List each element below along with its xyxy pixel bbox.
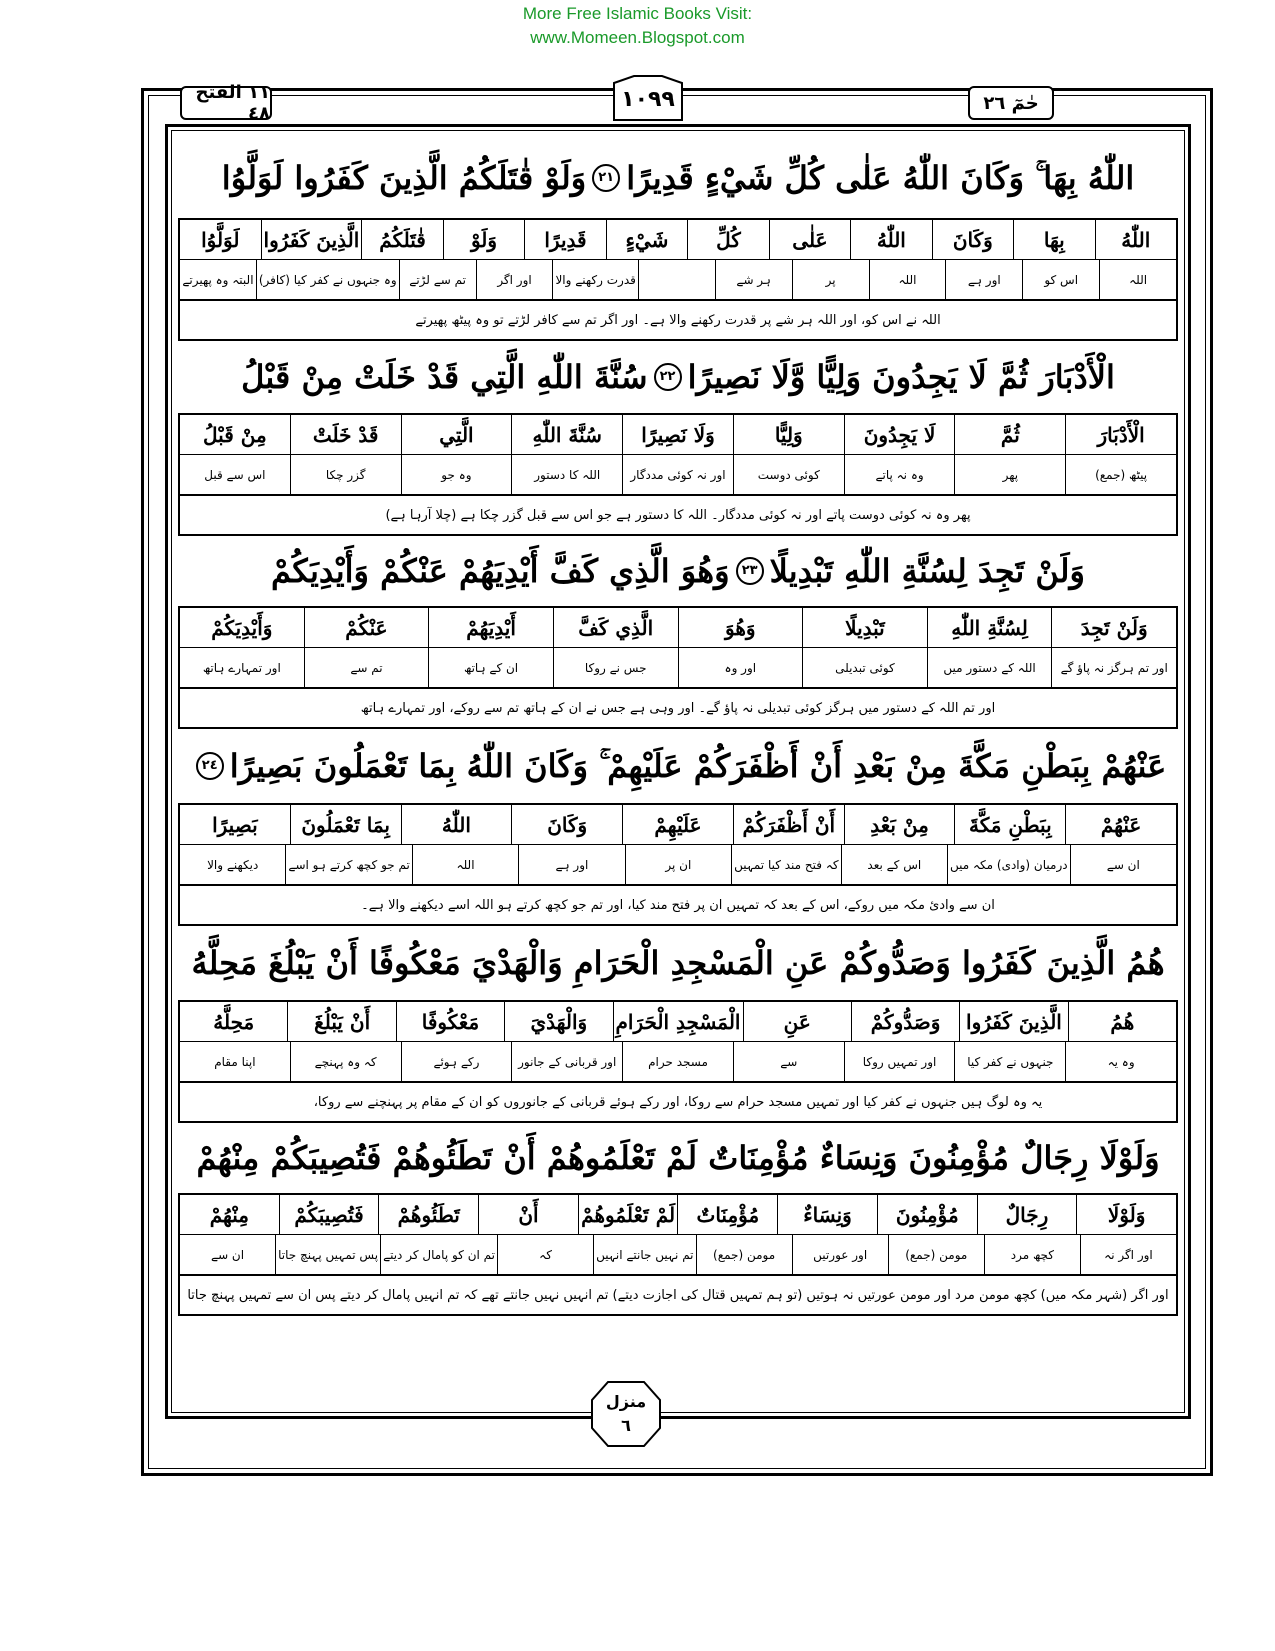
urdu-meaning-cell: اور اگر	[476, 260, 553, 299]
arabic-word-cell: وَنِسَاءٌ	[777, 1195, 877, 1234]
urdu-meaning-cell: اس سے قبل	[204, 467, 266, 482]
arabic-word-cell: مِنْ قَبْلُ	[203, 422, 267, 447]
ayah-line	[178, 1123, 1178, 1193]
verse-block	[178, 138, 1178, 341]
arabic-word-cell: وَلَوْلَا	[1076, 1195, 1176, 1234]
ayah-line	[178, 138, 1178, 218]
urdu-meaning-cell: ان سے	[1070, 845, 1176, 884]
urdu-meaning-cell: پیٹھ (جمع)	[1065, 455, 1176, 494]
ayah-number-marker: ٢١	[592, 164, 620, 192]
urdu-meanings-row	[180, 1234, 1176, 1274]
urdu-meaning-cell: پس تمہیں پہنچ جاتا	[275, 1235, 380, 1274]
arabic-word-cell: قَدِيرًا	[524, 220, 605, 259]
arabic-word-cell: بِمَا تَعْمَلُونَ	[290, 805, 401, 844]
urdu-meaning-cell: گزر چکا	[290, 455, 401, 494]
promo-line-1: More Free Islamic Books Visit:	[522, 4, 753, 23]
arabic-word-cell: أَنْ يَبْلُغَ	[287, 1002, 395, 1041]
word-by-word-table	[178, 218, 1178, 301]
urdu-meaning-cell: اس کو	[1022, 260, 1099, 299]
arabic-word-cell: فَتُصِيبَكُمْ	[279, 1195, 379, 1234]
urdu-meaning-cell: پھر	[954, 455, 1065, 494]
arabic-word-cell: وَلِيًّا	[733, 415, 844, 454]
arabic-word-cell: وَأَيْدِيَكُمْ	[211, 615, 273, 640]
arabic-word-cell: لَوَلَّوُا	[201, 227, 240, 252]
arabic-word-cell: بَصِيرًا	[212, 812, 258, 837]
arabic-word-cell: رِجَالٌ	[977, 1195, 1077, 1234]
urdu-meaning-cell: کہ فتح مند کیا تمہیں	[731, 845, 841, 884]
arabic-word-cell: أَنْ	[478, 1195, 578, 1234]
urdu-meaning-cell	[638, 260, 715, 299]
page-number-badge	[604, 75, 692, 121]
arabic-word-cell: بِهَا	[1013, 220, 1094, 259]
ayah-text-continued: وَهُوَ الَّذِي كَفَّ أَيْدِيَهُمْ عَنْكُمْ وَأَيْدِيَكُمْ	[271, 552, 730, 590]
urdu-meaning-cell: اللہ	[412, 845, 518, 884]
arabic-word-cell: مَعْكُوفًا	[396, 1002, 504, 1041]
ayah-text-continued: سُنَّةَ اللّٰهِ الَّتِي قَدْ خَلَتْ مِنْ قَبْلُ	[241, 358, 648, 396]
arabic-word-cell: الَّذِينَ كَفَرُوا	[261, 220, 362, 259]
arabic-word-cell: وَلَا نَصِيرًا	[622, 415, 733, 454]
urdu-meanings-row	[180, 647, 1176, 687]
arabic-word-cell: شَيْءٍ	[606, 220, 687, 259]
arabic-word-cell: اللّٰهُ	[850, 220, 931, 259]
arabic-word-cell: الَّذِينَ كَفَرُوا	[959, 1002, 1067, 1041]
arabic-words-row	[180, 1195, 1176, 1234]
arabic-word-cell: لِسُنَّةِ اللّٰهِ	[927, 608, 1052, 647]
ayah-line	[178, 536, 1178, 606]
ayah-text: وَلَوْلَا رِجَالٌ مُؤْمِنُونَ وَنِسَاءٌ مُؤْمِنَاتٌ لَمْ تَعْلَمُوهُمْ أَنْ تَطَئُوهُمْ فَتُصِيبَكُمْ مِنْهُمْ	[196, 1139, 1160, 1177]
urdu-translation-line: اللہ نے اس کو، اور اللہ ہر شے پر قدرت رکھنے والا ہے۔ اور اگر تم سے کافر لڑتے تو وہ پیٹھ پھیرتے	[178, 301, 1178, 341]
arabic-word-cell: لَمْ تَعْلَمُوهُمْ	[578, 1195, 678, 1234]
promo-line-2[interactable]: www.Momeen.Blogspot.com	[530, 28, 745, 47]
urdu-meaning-cell: اپنا مقام	[214, 1054, 256, 1069]
arabic-word-cell: وَلَوْ	[443, 220, 524, 259]
urdu-meaning-cell: اللہ	[1099, 260, 1176, 299]
arabic-word-cell: الْمَسْجِدِ الْحَرَامِ	[613, 1002, 743, 1041]
ayah-line	[178, 729, 1178, 803]
arabic-word-cell: قٰتَلَكُمُ	[361, 220, 442, 259]
arabic-word-cell: أَيْدِيَهُمْ	[428, 608, 553, 647]
ayah-text: وَلَنْ تَجِدَ لِسُنَّةِ اللّٰهِ تَبْدِيلًا	[769, 552, 1085, 590]
urdu-meaning-cell: اور ہے	[945, 260, 1022, 299]
ayah-line	[178, 926, 1178, 1000]
arabic-word-cell: وَصَدُّوكُمْ	[851, 1002, 959, 1041]
urdu-meaning-cell: اور قربانی کے جانور	[511, 1042, 622, 1081]
urdu-meaning-cell: وہ نہ پاتے	[844, 455, 955, 494]
arabic-word-cell: عَلٰى	[769, 220, 850, 259]
urdu-translation-line: یہ وہ لوگ ہیں جنہوں نے کفر کیا اور تمہیں مسجد حرام سے روکا، اور رکے ہوئے قربانی کے جانوروں کو ان کے مقام پر پہنچنے سے روکا،	[178, 1083, 1178, 1123]
arabic-word-cell: بِبَطْنِ مَكَّةَ	[954, 805, 1065, 844]
urdu-meaning-cell: اس کے بعد	[841, 845, 947, 884]
word-by-word-table	[178, 803, 1178, 886]
urdu-meaning-cell: کوئی دوست	[733, 455, 844, 494]
urdu-meaning-cell: وہ جنہوں نے کفر کیا (کافر)	[256, 260, 399, 299]
surah-label-left: ١١ الفتح ٤٨	[180, 86, 272, 120]
arabic-word-cell: تَبْدِيلًا	[802, 608, 927, 647]
urdu-meanings-row	[180, 1041, 1176, 1081]
arabic-word-cell: لَا يَجِدُونَ	[844, 415, 955, 454]
urdu-meaning-cell: کہ وہ پہنچے	[290, 1042, 401, 1081]
urdu-meaning-cell: درمیان (وادی) مکہ میں	[947, 845, 1070, 884]
verse-block	[178, 926, 1178, 1123]
ayah-text: اللّٰهُ بِهَا ۚ وَكَانَ اللّٰهُ عَلٰى كُلِّ شَيْءٍ قَدِيرًا	[626, 158, 1135, 197]
urdu-meanings-row	[180, 844, 1176, 884]
ayah-text: الْأَدْبَارَ ثُمَّ لَا يَجِدُونَ وَلِيًّا وَّلَا نَصِيرًا	[687, 358, 1115, 396]
arabic-word-cell: كُلِّ	[687, 220, 768, 259]
arabic-word-cell: عَنْهُمْ	[1065, 805, 1176, 844]
urdu-meaning-cell: اللہ کے دستور میں	[927, 648, 1052, 687]
arabic-words-row	[180, 1002, 1176, 1041]
arabic-word-cell: سُنَّةَ اللّٰهِ	[511, 415, 622, 454]
urdu-meanings-row	[180, 259, 1176, 299]
urdu-meaning-cell: تم سے	[304, 648, 429, 687]
urdu-meaning-cell: اور عورتیں	[792, 1235, 888, 1274]
verse-block	[178, 1123, 1178, 1316]
urdu-meaning-cell: وہ یہ	[1065, 1042, 1176, 1081]
word-by-word-table	[178, 1000, 1178, 1083]
arabic-word-cell: اللّٰهُ	[401, 805, 512, 844]
arabic-word-cell: عَلَيْهِمْ	[622, 805, 733, 844]
urdu-meaning-cell: اور اگر نہ	[1080, 1235, 1176, 1274]
manzil-label: منزل	[605, 1392, 647, 1411]
urdu-meaning-cell: وہ جو	[401, 455, 512, 494]
urdu-meaning-cell: سے	[733, 1042, 844, 1081]
arabic-word-cell: مُؤْمِنُونَ	[877, 1195, 977, 1234]
arabic-word-cell: عَنْكُمْ	[304, 608, 429, 647]
urdu-meaning-cell: قدرت رکھنے والا	[552, 260, 637, 299]
urdu-meaning-cell: جس نے روکا	[553, 648, 678, 687]
urdu-meaning-cell: ہر شے	[715, 260, 792, 299]
arabic-word-cell: مُؤْمِنَاتٌ	[677, 1195, 777, 1234]
arabic-word-cell: مَحِلَّهُ	[213, 1009, 255, 1034]
urdu-meaning-cell: ان پر	[625, 845, 731, 884]
urdu-meaning-cell: جنہوں نے کفر کیا	[954, 1042, 1065, 1081]
arabic-words-row	[180, 220, 1176, 259]
arabic-word-cell: مِنْهُمْ	[209, 1202, 249, 1227]
urdu-meaning-cell: اور تمہیں روکا	[844, 1042, 955, 1081]
arabic-word-cell: وَكَانَ	[932, 220, 1013, 259]
ayah-number-marker: ٢٢	[654, 363, 682, 391]
word-by-word-table	[178, 413, 1178, 496]
arabic-word-cell: اللّٰهُ	[1095, 220, 1176, 259]
urdu-meaning-cell: تم نہیں جانتے انہیں	[593, 1235, 695, 1274]
urdu-meaning-cell: اور نہ کوئی مددگار	[622, 455, 733, 494]
urdu-meaning-cell: ان سے	[211, 1247, 245, 1262]
urdu-meaning-cell: البتہ وہ پھیرتے	[182, 272, 254, 287]
ayah-text: عَنْهُمْ بِبَطْنِ مَكَّةَ مِنْ بَعْدِ أَنْ أَظْفَرَكُمْ عَلَيْهِمْ ۚ وَكَانَ اللّٰهُ بِمَا تَعْمَلُونَ بَصِيرًا	[229, 746, 1167, 785]
juz-label-right: حٰمٓ ٢٦	[968, 86, 1054, 120]
urdu-meaning-cell: کہ	[497, 1235, 593, 1274]
arabic-word-cell: الَّتِي	[401, 415, 512, 454]
arabic-word-cell: عَنِ	[743, 1002, 851, 1041]
urdu-meaning-cell: اور تمہارے ہاتھ	[202, 660, 281, 675]
arabic-word-cell: ثُمَّ	[954, 415, 1065, 454]
urdu-meaning-cell: مسجد حرام	[622, 1042, 733, 1081]
arabic-word-cell: أَنْ أَظْفَرَكُمْ	[733, 805, 844, 844]
manzil-frame	[590, 1380, 662, 1448]
urdu-meaning-cell: تم ان کو پامال کر دیتے	[380, 1235, 497, 1274]
urdu-meaning-cell: کوئی تبدیلی	[802, 648, 927, 687]
content-area	[178, 138, 1178, 1316]
urdu-translation-line: پھر وہ نہ کوئی دوست پاتے اور نہ کوئی مددگار۔ اللہ کا دستور ہے جو اس سے قبل گزر چکا ہے (چلا آرہا ہے)	[178, 496, 1178, 536]
arabic-words-row	[180, 608, 1176, 647]
ayah-line	[178, 341, 1178, 413]
manzil-number: ٦	[621, 1416, 631, 1435]
ayah-number-marker: ٢٤	[196, 752, 224, 780]
ayah-number-marker: ٢٣	[736, 557, 764, 585]
word-by-word-table	[178, 606, 1178, 689]
urdu-translation-line: اور تم اللہ کے دستور میں ہرگز کوئی تبدیلی نہ پاؤ گے۔ اور وہی ہے جس نے ان کے ہاتھ تم سے روکے، اور تمہارے ہاتھ	[178, 689, 1178, 729]
verse-block	[178, 341, 1178, 536]
manzil-badge	[590, 1380, 662, 1448]
urdu-translation-line: اور اگر (شہر مکہ میں) کچھ مومن مرد اور مومن عورتیں نہ ہوتیں (تو ہم تمہیں قتال کی اجازت دیتے) تم انہیں نہیں جانتے تھے کہ تم انہیں پامال کر دیتے پس ان سے تمہیں پہنچ جاتا	[178, 1276, 1178, 1316]
arabic-word-cell: وَلَنْ تَجِدَ	[1051, 608, 1176, 647]
urdu-meaning-cell: مومن (جمع)	[888, 1235, 984, 1274]
arabic-words-row	[180, 805, 1176, 844]
ayah-text-continued: وَلَوْ قٰتَلَكُمُ الَّذِينَ كَفَرُوا لَوَلَّوُا	[221, 159, 587, 197]
arabic-word-cell: وَهُوَ	[678, 608, 803, 647]
urdu-translation-line: ان سے وادیٔ مکہ میں روکے، اس کے بعد کہ تمہیں ان پر فتح مند کیا، اور تم جو کچھ کرتے ہو اللہ اسے دیکھنے والا ہے۔	[178, 886, 1178, 926]
verse-block	[178, 536, 1178, 729]
urdu-meaning-cell: تم جو کچھ کرتے ہو اسے	[285, 845, 411, 884]
urdu-meaning-cell: اللہ کا دستور	[511, 455, 622, 494]
urdu-meaning-cell: اور وہ	[678, 648, 803, 687]
urdu-meaning-cell: اور تم ہرگز نہ پاؤ گے	[1051, 648, 1176, 687]
urdu-meaning-cell: دیکھنے والا	[207, 857, 259, 872]
urdu-meanings-row	[180, 454, 1176, 494]
arabic-word-cell: هُمُ	[1068, 1002, 1176, 1041]
page-number: ١٠٩٩	[621, 87, 675, 112]
urdu-meaning-cell: پر	[792, 260, 869, 299]
urdu-meaning-cell: اللہ	[869, 260, 946, 299]
arabic-word-cell: مِنْ بَعْدِ	[844, 805, 955, 844]
verse-block	[178, 729, 1178, 926]
arabic-word-cell: وَالْهَدْيَ	[504, 1002, 612, 1041]
urdu-meaning-cell: تم سے لڑتے	[399, 260, 476, 299]
arabic-word-cell: وَكَانَ	[511, 805, 622, 844]
urdu-meaning-cell: رکے ہوئے	[401, 1042, 512, 1081]
arabic-word-cell: قَدْ خَلَتْ	[290, 415, 401, 454]
urdu-meaning-cell: اور ہے	[518, 845, 624, 884]
arabic-word-cell: الَّذِي كَفَّ	[553, 608, 678, 647]
arabic-word-cell: تَطَئُوهُمْ	[378, 1195, 478, 1234]
urdu-meaning-cell: کچھ مرد	[984, 1235, 1080, 1274]
arabic-words-row	[180, 415, 1176, 454]
arabic-word-cell: الْأَدْبَارَ	[1065, 415, 1176, 454]
word-by-word-table	[178, 1193, 1178, 1276]
ayah-text: هُمُ الَّذِينَ كَفَرُوا وَصَدُّوكُمْ عَنِ الْمَسْجِدِ الْحَرَامِ وَالْهَدْيَ مَعْكُوفًا أَنْ يَبْلُغَ مَحِلَّهُ	[191, 944, 1165, 982]
urdu-meaning-cell: ان کے ہاتھ	[428, 648, 553, 687]
urdu-meaning-cell: مومن (جمع)	[696, 1235, 792, 1274]
